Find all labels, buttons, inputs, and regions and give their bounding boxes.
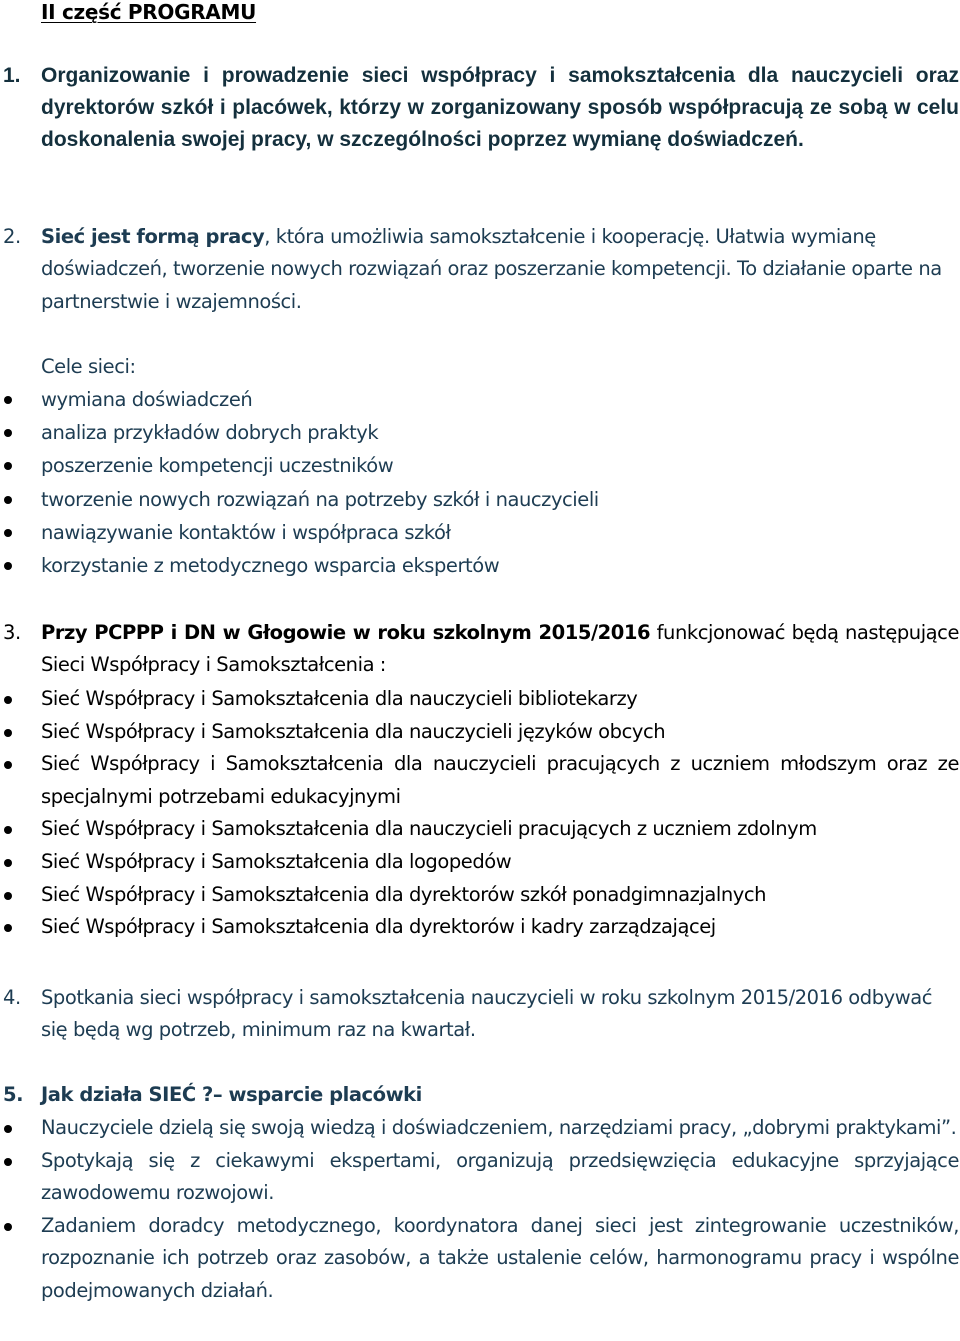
support-list: [0, 1112, 960, 1307]
section-2-text: [41, 221, 959, 318]
bullet-icon: [4, 826, 12, 834]
list-item: Sieć Współpracy i Samokształcenia dla dyrektorów szkół ponadgimnazjalnych: [0, 879, 959, 912]
section-3-text: [41, 617, 959, 682]
section-1-text: Organizowanie i prowadzenie sieci współpracy i samokształcenia dla nauczycieli oraz dyrektorów szkół i placówek, którzy w zorganizowany sposób współpracują ze sobą w celu doskonalenia swojej pracy, w szczególności poprzez wymianę doświadczeń.: [41, 64, 959, 151]
bullet-icon: [4, 1223, 12, 1231]
section-4: [0, 982, 960, 1047]
part-heading: II część PROGRAMU: [41, 0, 257, 24]
bullet-icon: [4, 892, 12, 900]
bullet-icon: [4, 696, 12, 704]
bullet-icon: [4, 1125, 12, 1133]
section-5-title: Jak działa SIEĆ ?– wsparcie placówki: [41, 1083, 422, 1106]
section-number: 2.: [3, 225, 21, 248]
goals-list: [0, 383, 960, 582]
list-item: korzystanie z metodycznego wsparcia ekspertów: [0, 549, 959, 582]
list-item: analiza przykładów dobrych praktyk: [0, 416, 959, 449]
section-2: [0, 221, 960, 318]
list-item: Sieć Współpracy i Samokształcenia dla nauczycieli pracujących z uczniem młodszym oraz ze specjalnymi potrzebami edukacyjnymi: [0, 748, 959, 813]
list-item: Nauczyciele dzielą się swoją wiedzą i doświadczeniem, narzędziami pracy, „dobrymi praktykami”.: [0, 1112, 959, 1145]
bullet-icon: [4, 859, 12, 867]
bullet-icon: [4, 924, 12, 932]
list-item: Sieć Współpracy i Samokształcenia dla nauczycieli bibliotekarzy: [0, 683, 959, 716]
bullet-icon: [4, 496, 12, 504]
networks-list: [0, 683, 960, 944]
list-item: Sieć Współpracy i Samokształcenia dla dyrektorów i kadry zarządzającej: [0, 911, 959, 944]
section-number: 3.: [3, 621, 21, 644]
section-3-bold: Przy PCPPP i DN w Głogowie w roku szkolnym 2015/2016: [41, 621, 651, 644]
bullet-icon: [4, 529, 12, 537]
bullet-icon: [4, 429, 12, 437]
section-3: [0, 617, 960, 682]
goals-label-row: [0, 351, 960, 383]
list-item: Sieć Współpracy i Samokształcenia dla logopedów: [0, 846, 959, 879]
bullet-icon: [4, 562, 12, 570]
list-item: Sieć Współpracy i Samokształcenia dla nauczycieli języków obcych: [0, 716, 959, 749]
section-4-text: Spotkania sieci współpracy i samokształcenia nauczycieli w roku szkolnym 2015/2016 odbywać się będą wg potrzeb, minimum raz na kwartał.: [41, 986, 932, 1042]
bullet-icon: [4, 1158, 12, 1166]
section-1: [0, 60, 960, 156]
list-item: Sieć Współpracy i Samokształcenia dla nauczycieli pracujących z uczniem zdolnym: [0, 813, 959, 846]
bullet-icon: [4, 396, 12, 404]
goals-label: Cele sieci:: [41, 355, 136, 378]
list-item: wymiana doświadczeń: [0, 383, 959, 416]
list-item: Spotykają się z ciekawymi ekspertami, organizują przedsięwzięcia edukacyjne sprzyjające zawodowemu rozwojowi.: [0, 1145, 959, 1210]
list-item: Zadaniem doradcy metodycznego, koordynatora danej sieci jest zintegrowanie uczestników, rozpoznanie ich potrzeb oraz zasobów, a także ustalenie celów, harmonogramu pracy i wspólne podejmowanych działań.: [0, 1210, 959, 1308]
bullet-icon: [4, 729, 12, 737]
section-2-bold: Sieć jest formą pracy: [41, 225, 265, 248]
list-item: poszerzenie kompetencji uczestników: [0, 449, 959, 482]
bullet-icon: [4, 462, 12, 470]
list-item: nawiązywanie kontaktów i współpraca szkół: [0, 516, 959, 549]
list-item: tworzenie nowych rozwiązań na potrzeby szkół i nauczycieli: [0, 483, 959, 516]
section-5: [0, 1079, 960, 1111]
section-2-rest: , która umożliwia samokształcenie i kooperację. Ułatwia wymianę doświadczeń, tworzenie nowych rozwiązań oraz poszerzanie kompetencji. To działanie oparte na partnerstwie i wzajemności.: [41, 225, 942, 313]
section-number: 4.: [3, 986, 21, 1009]
section-number: 5.: [3, 1083, 24, 1106]
bullet-icon: [4, 761, 12, 769]
section-3-rest: funkcjonować będą następujące Sieci Współpracy i Samokształcenia :: [41, 621, 959, 677]
section-number: 1.: [3, 64, 21, 87]
